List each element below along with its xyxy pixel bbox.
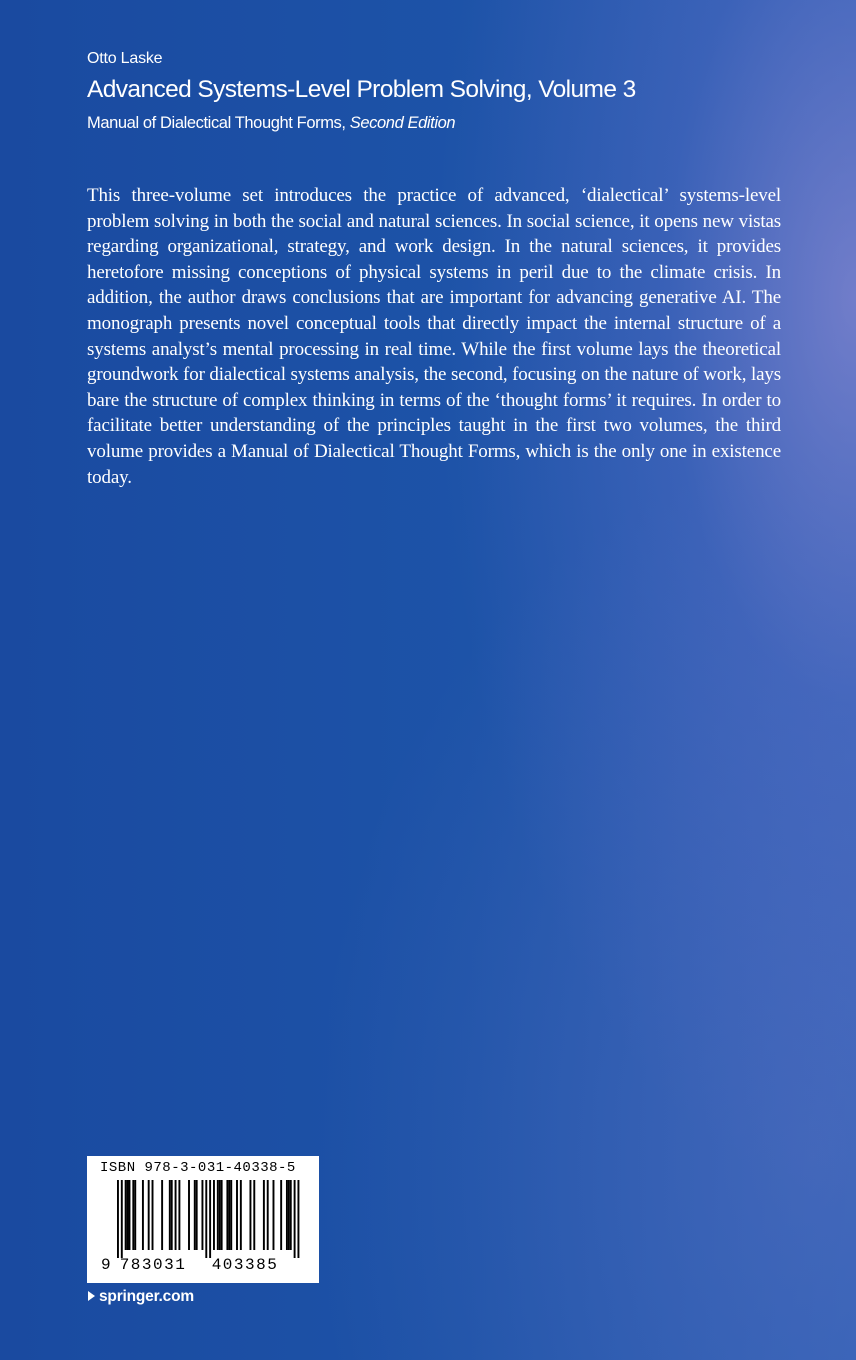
barcode-bar [178, 1180, 180, 1250]
barcode-bar [294, 1180, 296, 1258]
barcode-bar [219, 1180, 221, 1250]
book-subtitle [87, 114, 455, 133]
barcode-left-digits: 783031 [119, 1256, 187, 1274]
barcode-bar [169, 1180, 171, 1250]
barcode-bar [142, 1180, 144, 1250]
barcode-bar [236, 1180, 238, 1250]
barcode-bar [194, 1180, 196, 1250]
barcode-bar [290, 1180, 292, 1250]
barcode-bar [134, 1180, 136, 1250]
barcode-bar [175, 1180, 177, 1250]
barcode-bar [129, 1180, 131, 1250]
barcode-bar [201, 1180, 203, 1250]
barcode-bar [273, 1180, 275, 1250]
barcode-bar [205, 1180, 207, 1258]
barcode-graphic [87, 1156, 319, 1283]
barcode-bar [125, 1180, 127, 1250]
triangle-right-icon [88, 1291, 95, 1301]
isbn-barcode [87, 1156, 319, 1283]
barcode-bar [297, 1180, 299, 1258]
barcode-bar [240, 1180, 242, 1250]
barcode-right-digits: 403385 [211, 1256, 279, 1274]
isbn-label: ISBN 978-3-031-40338-5 [100, 1160, 296, 1176]
barcode-bar [280, 1180, 282, 1250]
barcode-lead-digit: 9 [101, 1256, 111, 1274]
book-title: Advanced Systems-Level Problem Solving, Volume 3 [87, 76, 636, 103]
barcode-bar [286, 1180, 288, 1250]
publisher-link-text: springer.com [99, 1288, 194, 1305]
barcode-bar [288, 1180, 290, 1250]
barcode-bar [263, 1180, 265, 1250]
barcode-bar [253, 1180, 255, 1250]
barcode-bar [127, 1180, 129, 1250]
barcode-bar [161, 1180, 163, 1250]
barcode-bar [117, 1180, 119, 1258]
barcode-bar [249, 1180, 251, 1250]
barcode-bar [221, 1180, 223, 1250]
barcode-bar [217, 1180, 219, 1250]
barcode-bar [213, 1180, 215, 1250]
barcode-bar [228, 1180, 230, 1250]
barcode-bar [230, 1180, 232, 1250]
subtitle-edition: Second Edition [349, 114, 456, 132]
author-name: Otto Laske [87, 50, 163, 67]
subtitle-main: Manual of Dialectical Thought Forms, [87, 114, 350, 132]
barcode-bar [196, 1180, 198, 1250]
publisher-link[interactable] [88, 1288, 194, 1306]
barcode-bar [121, 1180, 123, 1258]
barcode-bar [267, 1180, 269, 1250]
barcode-bar [132, 1180, 134, 1250]
barcode-bar [188, 1180, 190, 1250]
back-cover-blurb: This three-volume set introduces the practice of advanced, ‘dialectical’ systems-level problem solving in both the social and natural sciences. In social science, it opens new vistas regarding organizational, strategy, and work design. In the natural sciences, it provides heretofore missing conceptions of physical systems in peril due to the climate crisis. In addition, the author draws conclusions that are important for advancing generative AI. The monograph presents novel conceptual tools that directly impact the internal structure of a systems analyst’s mental processing in real time. While the first volume lays the theoretical groundwork for dialectical systems analysis, the second, focusing on the nature of work, lays bare the structure of complex thinking in terms of the ‘thought forms’ it requires. In order to facilitate better understanding of the principles taught in the first two volumes, the third volume provides a Manual of Dialectical Thought Forms, which is the only one in existence today. [87, 185, 781, 488]
barcode-bar [171, 1180, 173, 1250]
barcode-bar [148, 1180, 150, 1250]
barcode-bar [152, 1180, 154, 1250]
barcode-bar [209, 1180, 211, 1258]
barcode-bar [226, 1180, 228, 1250]
